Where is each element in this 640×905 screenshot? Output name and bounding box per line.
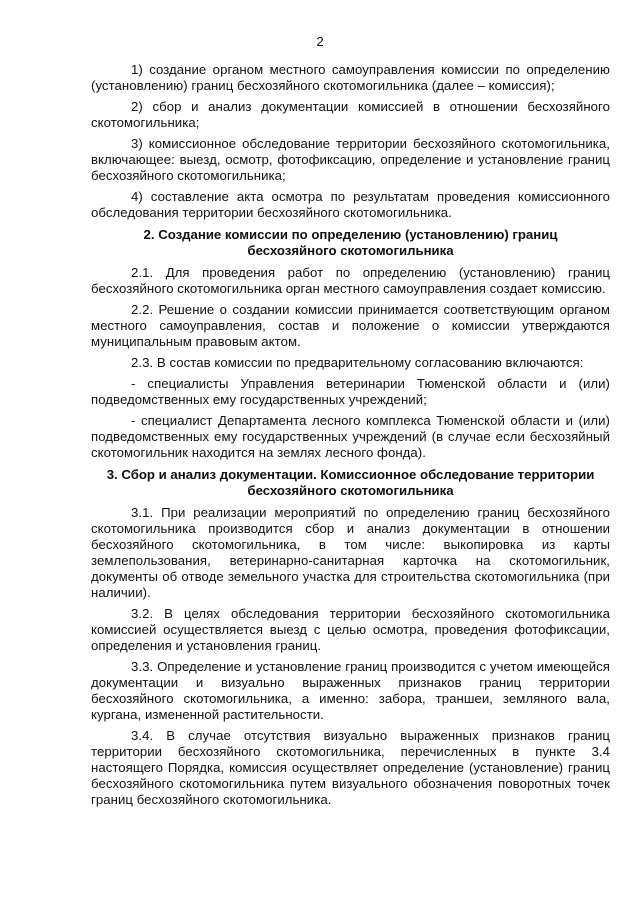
paragraph-item-3: 3) комиссионное обследование территории бесхозяйного скотомогильника, включающее: выезд, осмотр, фотофиксацию, определение и установление границ бесхозяйного скотомогильника; [91, 136, 610, 183]
document-body [91, 62, 610, 808]
paragraph-3-2: 3.2. В целях обследования территории бесхозяйного скотомогильника комиссией осуществляется выезд с целью осмотра, проведения фотофиксации, определения и установления границ. [91, 606, 610, 653]
paragraph-3-4: 3.4. В случае отсутствия визуально выраженных признаков границ территории бесхозяйного скотомогильника, перечисленных в пункте 3.4 настоящего Порядка, комиссия осуществляет определение (установление) границ бесхозяйного скотомогильника путем визуального обозначения поворотных точек границ бесхозяйного скотомогильника. [91, 728, 610, 807]
paragraph-3-1: 3.1. При реализации мероприятий по определению границ бесхозяйного скотомогильника производится сбор и анализ документации в отношении бесхозяйного скотомогильника, в том числе: выкопировка из карты землепользования, ветеринарно-санитарная карточка на скотомогильник, документы об отводе земельного участка для строительства скотомогильника (при наличии). [91, 505, 610, 600]
paragraph-item-1: 1) создание органом местного самоуправления комиссии по определению (установлению) границ бесхозяйного скотомогильника (далее – комиссия); [91, 62, 610, 93]
paragraph-item-2: 2) сбор и анализ документации комиссией в отношении бесхозяйного скотомогильника; [91, 99, 610, 130]
section-heading-3: 3. Сбор и анализ документации. Комиссионное обследование территории бесхозяйного скотомогильника [106, 467, 595, 498]
paragraph-2-2: 2.2. Решение о создании комиссии принимается соответствующим органом местного самоуправления, состав и положение о комиссии утверждаются муниципальным правовым актом. [91, 302, 610, 349]
paragraph-2-3: 2.3. В состав комиссии по предварительному согласованию включаются: [131, 355, 584, 370]
paragraph-3-3: 3.3. Определение и установление границ производится с учетом имеющейся документации и визуально выраженных признаков границ территории бесхозяйного скотомогильника, а именно: забора, траншеи, земляного вала, кургана, измененной растительности. [91, 659, 610, 722]
paragraph-2-3-forestry: - специалист Департамента лесного комплекса Тюменской области и (или) подведомственных ему государственных учреждений (в случае если бесхозяйный скотомогильник находится на землях лесного фонда). [91, 413, 610, 460]
paragraph-2-1: 2.1. Для проведения работ по определению (установлению) границ бесхозяйного скотомогильника орган местного самоуправления создает комиссию. [91, 265, 610, 296]
page-number: 2 [316, 34, 324, 49]
paragraph-item-4: 4) составление акта осмотра по результатам проведения комиссионного обследования территории бесхозяйного скотомогильника. [91, 189, 610, 220]
section-heading-2: 2. Создание комиссии по определению (установлению) границ бесхозяйного скотомогильника [143, 227, 558, 258]
paragraph-2-3-veterinary: - специалисты Управления ветеринарии Тюменской области и (или) подведомственных ему государственных учреждений; [91, 376, 610, 407]
